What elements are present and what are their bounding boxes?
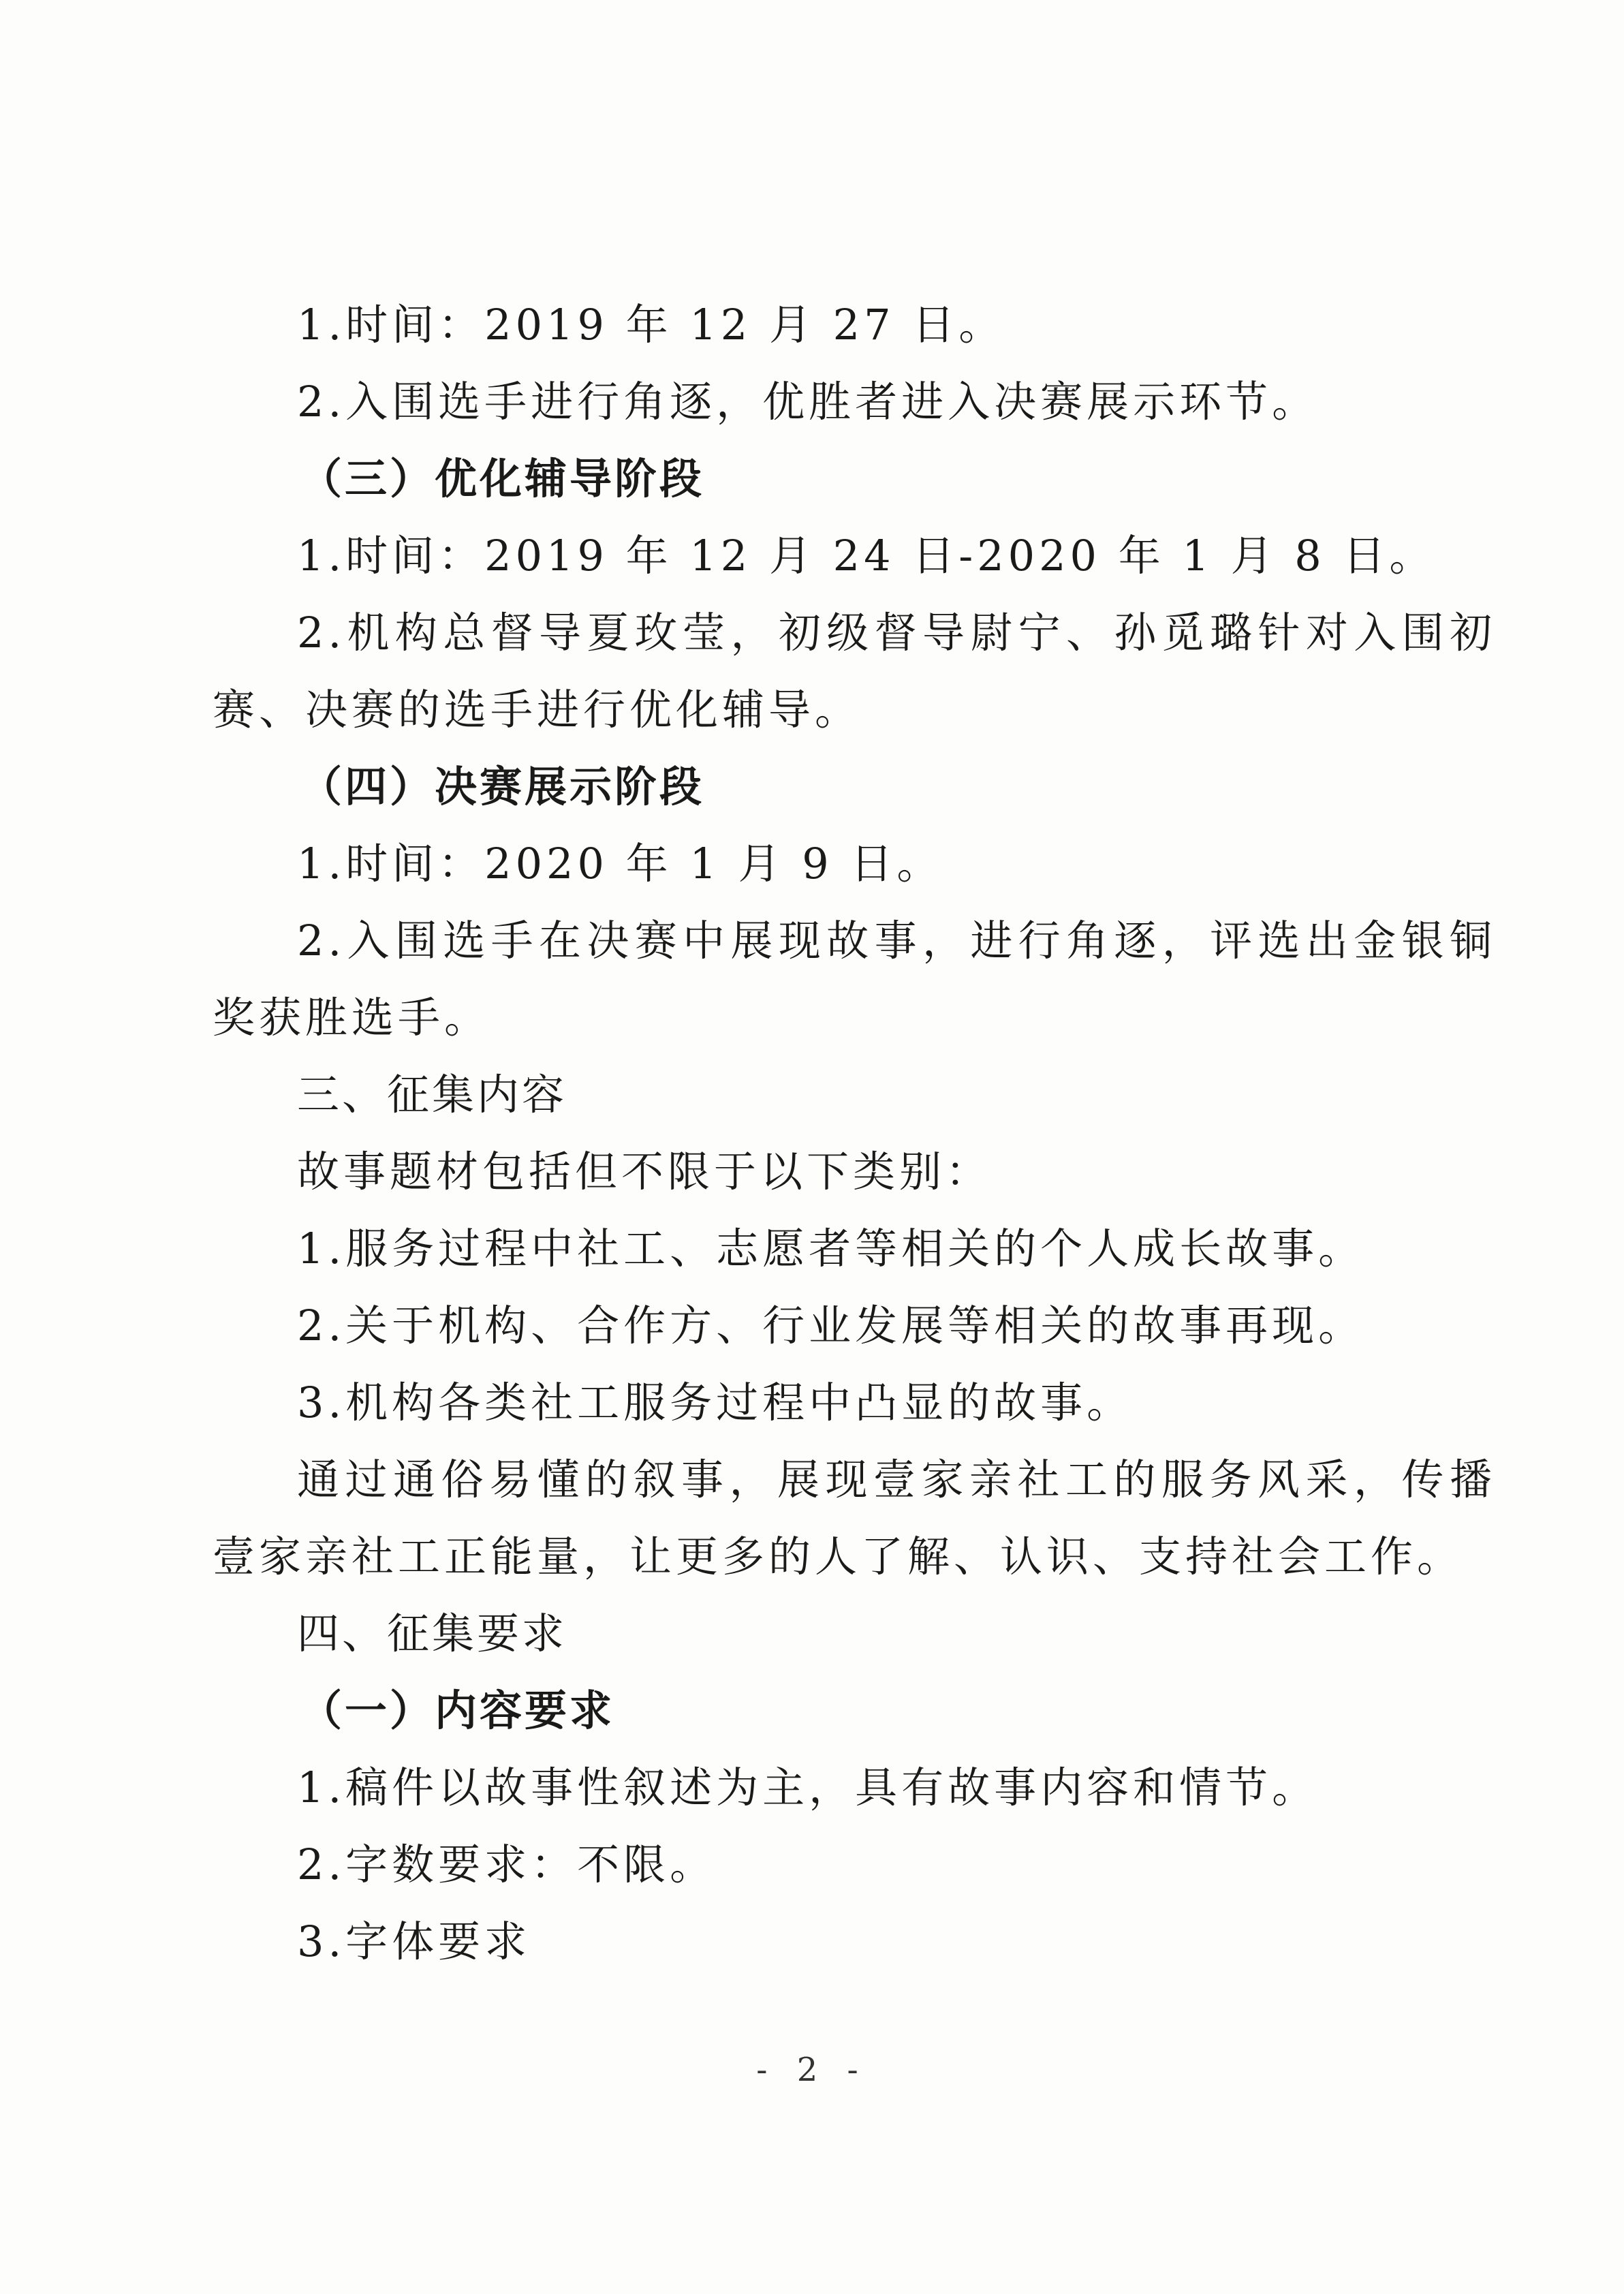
paragraph-line: 壹家亲社工正能量，让更多的人了解、认识、支持社会工作。	[213, 1532, 1464, 1581]
document-body	[213, 286, 1496, 1980]
paragraph-line: 1.服务过程中社工、志愿者等相关的个人成长故事。	[297, 1224, 1365, 1273]
paragraph-line: 奖获胜选手。	[213, 993, 491, 1042]
paragraph-line: 2.入围选手在决赛中展现故事，进行角逐，评选出金银铜	[297, 916, 1496, 965]
paragraph-line: 2.字数要求：不限。	[297, 1840, 717, 1889]
page-number: - 2 -	[756, 2051, 868, 2089]
paragraph-line: 2.关于机构、合作方、行业发展等相关的故事再现。	[297, 1301, 1365, 1350]
paragraph-line: 2.入围选手进行角逐，优胜者进入决赛展示环节。	[297, 377, 1319, 427]
paragraph-line: 2.机构总督导夏玫莹，初级督导尉宁、孙觅璐针对入围初	[297, 608, 1496, 657]
section-subheading: （三）优化辅导阶段	[300, 454, 705, 503]
paragraph-line: 1.时间：2020 年 1 月 9 日。	[297, 839, 943, 888]
paragraph-line: 赛、决赛的选手进行优化辅导。	[213, 685, 862, 734]
section-subheading: （一）内容要求	[300, 1686, 615, 1735]
paragraph-line: 1.时间：2019 年 12 月 24 日-2020 年 1 月 8 日。	[297, 531, 1436, 580]
section-subheading: （四）决赛展示阶段	[300, 762, 705, 811]
section-heading: 四、征集要求	[297, 1609, 567, 1658]
paragraph-line: 1.时间：2019 年 12 月 27 日。	[297, 300, 1005, 350]
paragraph-line: 通过通俗易懂的叙事，展现壹家亲社工的服务风采，传播	[297, 1455, 1496, 1504]
section-heading: 三、征集内容	[297, 1070, 567, 1119]
paragraph-line: 1.稿件以故事性叙述为主，具有故事内容和情节。	[297, 1763, 1319, 1812]
paragraph-line: 3.机构各类社工服务过程中凸显的故事。	[297, 1378, 1134, 1427]
paragraph-line: 3.字体要求	[297, 1917, 531, 1966]
paragraph-line: 故事题材包括但不限于以下类别：	[297, 1147, 993, 1196]
